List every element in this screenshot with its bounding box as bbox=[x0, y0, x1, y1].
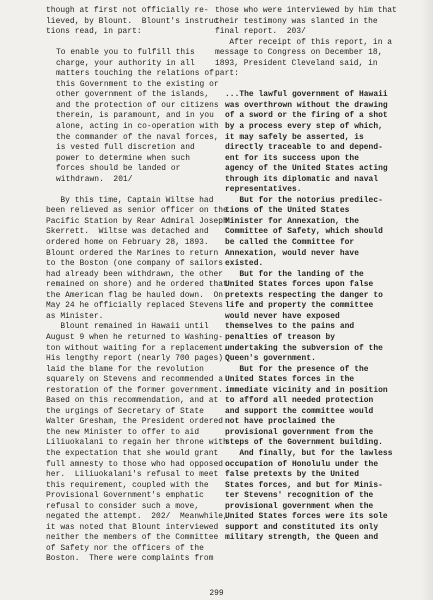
text-line: Pacific Station by Rear Admiral Joseph bbox=[46, 216, 228, 226]
text-line: existed. bbox=[225, 259, 264, 269]
text-line: immediate vicinity and in position bbox=[225, 385, 388, 395]
text-line: of Safety nor the officers of the bbox=[46, 543, 204, 553]
text-line: restoration of the former government. bbox=[46, 385, 224, 395]
text-line: directly traceable to and depend- bbox=[225, 143, 383, 153]
cleveland-quote-5 bbox=[215, 449, 391, 544]
text-line: part: bbox=[215, 69, 239, 79]
text-line: to the Boston (one company of sailors bbox=[46, 259, 224, 269]
cleveland-quote-3 bbox=[215, 270, 391, 365]
text-line: Blount remained in Hawaii until bbox=[46, 322, 209, 332]
text-line: provisional government when the bbox=[225, 501, 374, 511]
right-intro bbox=[215, 6, 397, 80]
text-line: Boston. There were complaints from bbox=[46, 554, 214, 564]
text-line: After receipt of this report, in a bbox=[215, 37, 393, 47]
text-line: the new Minister to offer to aid bbox=[46, 427, 200, 437]
text-line: would never have exposed bbox=[225, 311, 340, 321]
text-line: matters touching the relations of bbox=[56, 69, 214, 79]
text-line: By this time, Captain Wiltse had bbox=[46, 195, 214, 205]
text-line: Based on this recommendation, and at bbox=[46, 396, 219, 406]
text-line: remained on shore) and he ordered that bbox=[46, 280, 228, 290]
text-line: and support the committee would bbox=[225, 406, 374, 416]
text-line: penalties of treason by bbox=[225, 332, 336, 342]
left-paragraph-wiltse bbox=[46, 195, 228, 323]
text-line: life and property the committee bbox=[225, 301, 374, 311]
text-line: and the protection of our citizens bbox=[56, 100, 219, 110]
cleveland-quote-2 bbox=[215, 196, 391, 270]
text-line: it was noted that Blount interviewed bbox=[46, 522, 219, 532]
text-line: themselves to the pains and bbox=[225, 322, 355, 332]
left-column bbox=[46, 6, 228, 565]
text-line: false pretexts by the United bbox=[225, 470, 359, 480]
cleveland-quote-1 bbox=[215, 90, 391, 195]
text-line: be called the Committee for bbox=[225, 238, 355, 248]
text-line: of a sword or the firing of a shot bbox=[225, 111, 388, 121]
text-line: Queen's government. bbox=[225, 354, 316, 364]
text-line: And finally, but for the lawless bbox=[225, 448, 393, 458]
text-line: other government of the islands, bbox=[56, 90, 210, 100]
text-line: His lengthy report (nearly 700 pages) bbox=[46, 354, 224, 364]
text-line: negated the attempt. 202/ Meanwhile, bbox=[46, 512, 228, 522]
text-line: United States forces were its sole bbox=[225, 512, 388, 522]
text-line: undertaking the subversion of the bbox=[225, 343, 383, 353]
text-line: ter Stevens' recognition of the bbox=[225, 491, 374, 501]
text-line: To enable you to fulfill this bbox=[56, 48, 195, 58]
page-edge-shadow bbox=[421, 0, 433, 600]
text-line: laid the blame for the revolution bbox=[46, 364, 204, 374]
text-line: as Minister. bbox=[46, 311, 104, 321]
text-line: this Government to the existing or bbox=[56, 79, 219, 89]
text-line: was overthrown without the drawing bbox=[225, 100, 388, 110]
text-line: those who were interviewed by him that bbox=[215, 6, 397, 15]
text-line: charge, your authority in all bbox=[56, 58, 195, 68]
text-line: ton without waiting for a replacement. bbox=[46, 343, 228, 353]
left-blockquote bbox=[46, 48, 219, 185]
text-line: ent for its success upon the bbox=[225, 153, 359, 163]
text-line: not have proclaimed the bbox=[225, 417, 336, 427]
text-line: steps of the Government building. bbox=[225, 438, 383, 448]
text-line: But for the notorius predilec- bbox=[225, 195, 383, 205]
text-line: United States forces upon false bbox=[225, 280, 374, 290]
cleveland-quote-4 bbox=[215, 365, 391, 449]
text-line: full amnesty to those who had opposed bbox=[46, 459, 224, 469]
text-line: tions read, in part: bbox=[46, 27, 142, 37]
text-line: to afford all needed protection bbox=[225, 396, 374, 406]
text-line: it may safely be asserted, is bbox=[225, 132, 364, 142]
text-line: refusal to consider such a move, bbox=[46, 501, 200, 511]
text-line: 1893, President Cleveland said, in bbox=[215, 58, 378, 68]
text-line: United States forces in the bbox=[225, 375, 355, 385]
left-paragraph-blount bbox=[46, 322, 228, 565]
text-line: message to Congress on December 18, bbox=[215, 48, 383, 58]
text-line: forces should be landed or bbox=[56, 164, 181, 174]
text-line: tions of the United States bbox=[225, 206, 350, 216]
text-line: her. Liliuokalani's refusal to meet bbox=[46, 470, 219, 480]
text-line: ...The lawful government of Hawaii bbox=[225, 90, 388, 100]
text-line: Liliuokalani to regain her throne with bbox=[46, 438, 228, 448]
text-line: though at first not officially re- bbox=[46, 6, 209, 15]
text-line: had already been withdrawn, the other bbox=[46, 269, 224, 279]
text-line: power to determine when such bbox=[56, 153, 190, 163]
text-line: by a process every step of which, bbox=[225, 122, 383, 132]
text-line: through its diplomatic and naval bbox=[225, 174, 379, 184]
text-line: the commander of the naval forces, bbox=[56, 132, 219, 142]
text-line: But for the landing of the bbox=[225, 269, 364, 279]
text-line: lieved, by Blount. Blount's instruc- bbox=[46, 16, 224, 26]
text-line: occupation of Honolulu under the bbox=[225, 459, 379, 469]
text-line: But for the presence of the bbox=[225, 364, 369, 374]
text-line: August 9 when he returned to Washing- bbox=[46, 332, 224, 342]
text-line: Skerrett. Wiltse was detached and bbox=[46, 227, 209, 237]
right-column bbox=[215, 6, 397, 544]
text-line: is vested full discretion and bbox=[56, 143, 195, 153]
text-line: Provisional Government's emphatic bbox=[46, 491, 204, 501]
text-line: May 24 he officially replaced Stevens bbox=[46, 301, 224, 311]
text-line: the American flag be hauled down. On bbox=[46, 290, 224, 300]
text-line: Blount ordered the Marines to return bbox=[46, 248, 219, 258]
text-line: been relieved as senior officer on the bbox=[46, 206, 228, 216]
text-line: the expectation that she would grant bbox=[46, 448, 219, 458]
text-line: support and constituted its only bbox=[225, 522, 379, 532]
text-line: their testimony was slanted in the bbox=[215, 16, 378, 26]
left-intro bbox=[46, 6, 224, 38]
text-line: neither the members of the Committee bbox=[46, 533, 219, 543]
text-line: final report. 203/ bbox=[215, 27, 306, 37]
text-line: alone, acting in co-operation with bbox=[56, 122, 219, 132]
text-line: this requirement, coupled with the bbox=[46, 480, 209, 490]
text-line: Walter Gresham, the President ordered bbox=[46, 417, 224, 427]
text-line: States forces, and but for Minis- bbox=[225, 480, 383, 490]
text-line: provisional government from the bbox=[225, 427, 374, 437]
text-line: Minister for Annexation, the bbox=[225, 216, 359, 226]
text-line: Annexation, would never have bbox=[225, 248, 359, 258]
text-line: the urgings of Secretary of State bbox=[46, 406, 204, 416]
text-line: withdrawn. 201/ bbox=[56, 174, 133, 184]
text-line: military strength, the Queen and bbox=[225, 533, 379, 543]
text-line: ordered home on February 28, 1893. bbox=[46, 238, 209, 248]
text-line: representatives. bbox=[225, 185, 302, 195]
text-line: agency of the United States acting bbox=[225, 164, 388, 174]
text-line: therein, is paramount, and in you bbox=[56, 111, 214, 121]
text-line: squarely on Stevens and recommended a bbox=[46, 375, 224, 385]
text-line: pretexts respecting the danger to bbox=[225, 290, 383, 300]
page-number: 299 bbox=[209, 589, 224, 598]
text-line: Committee of Safety, which should bbox=[225, 227, 383, 237]
